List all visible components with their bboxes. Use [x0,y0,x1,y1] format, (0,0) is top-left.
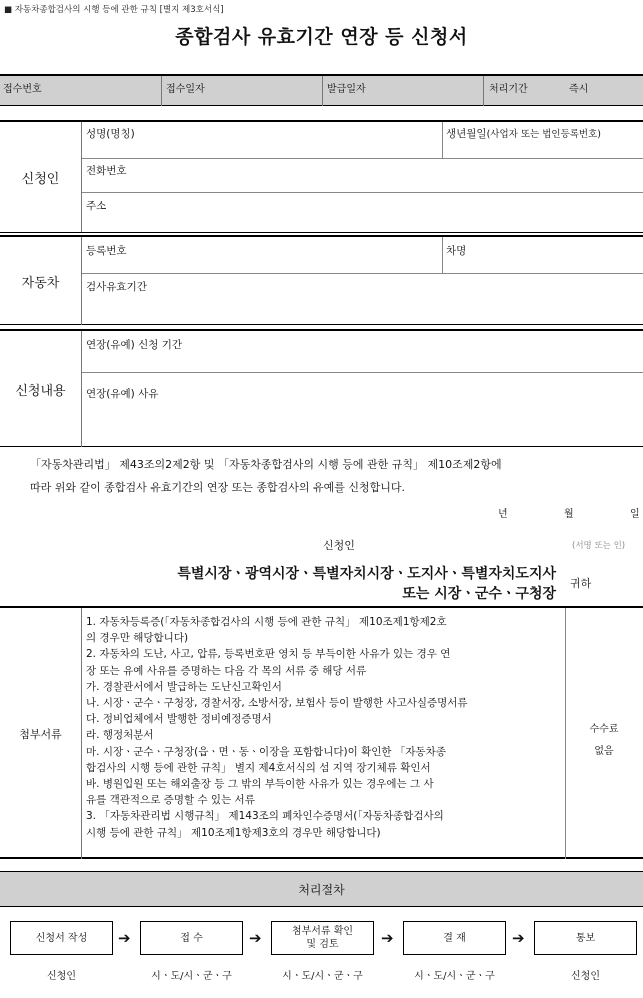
recipient-line-2: 또는 시장ㆍ군수ㆍ구청장 [402,586,556,602]
attachments-list [86,614,564,841]
processing-period-label: 처리기간 [489,84,528,95]
list-item: 3. 「자동차관리법 시행규칙」 제143조의 폐차인수증명서(「자동차종합검사의 [86,810,444,823]
fee-value: 없음 [594,746,614,757]
step-box-approval: 결 재 [403,921,506,955]
arrow-right-icon: ➔ [512,929,525,947]
step-actor-label: 시ㆍ도/시ㆍ군ㆍ구 [282,971,363,982]
phone-field[interactable]: 전화번호 [86,165,127,177]
step-box-receipt: 접 수 [140,921,243,955]
list-item: 바. 병원입원 또는 해외출장 등 그 밖의 부득이한 사유가 있는 경우에는 그 사 [86,778,434,791]
request-label: 신청내용 [0,331,82,447]
arrow-right-icon: ➔ [249,929,262,947]
applicant-signature-label: 신청인 [323,539,355,552]
address-field[interactable]: 주소 [86,200,107,212]
birth-date-note: (사업자 또는 법인등록번호) [486,129,601,140]
step-actor-label: 신청인 [571,971,600,982]
list-item: 다. 정비업체에서 발행한 정비예정증명서 [86,713,272,726]
attachments-label: 첨부서류 [0,608,82,859]
receipt-bar [0,74,643,106]
applicant-label: 신청인 [0,122,82,232]
request-period-field[interactable]: 연장(유예) 신청 기간 [86,339,183,351]
list-item: 가. 경찰관서에서 발급하는 도난신고확인서 [86,680,282,693]
declaration-line-1: 「자동차관리법」 제43조의2제2항 및 「자동차종합검사의 시행 등에 관한 규칙」 제10조제2항에 [30,458,502,471]
list-item: 라. 행정처분서 [86,729,154,742]
arrow-right-icon: ➔ [381,929,394,947]
processing-period-value: 즉시 [569,84,589,95]
list-item: 합검사의 시행 등에 관한 규칙」 별지 제4호서식의 섬 지역 장기체류 확인서 [86,761,431,774]
date-month-label[interactable]: 월 [564,509,574,520]
list-item: 2. 자동차의 도난, 사고, 압류, 등록번호판 영치 등 부득이한 사유가 있는 경우 연 [86,648,451,661]
date-day-label[interactable]: 일 [630,509,640,520]
birth-date-label: 생년월일 [446,128,487,140]
declaration-line-2: 따라 위와 같이 종합검사 유효기간의 연장 또는 종합검사의 유예를 신청합니다. [30,481,405,494]
inspection-validity-field[interactable]: 검사유효기간 [86,281,147,293]
list-item: 1. 자동차등록증(「자동차종합검사의 시행 등에 관한 규칙」 제10조제1항제2호 [86,616,447,628]
fee-label: 수수료 [589,724,619,735]
request-section [0,329,643,447]
applicant-section [0,120,643,233]
arrow-right-icon: ➔ [118,929,131,947]
list-item: 장 또는 유예 사유를 증명하는 다음 각 목의 서류 중 해당 서류 [86,664,367,677]
vehicle-label: 자동차 [0,237,82,325]
request-reason-field[interactable]: 연장(유예) 사유 [86,388,159,400]
process-title: 처리절차 [0,871,643,907]
attachments-section [0,606,643,859]
step-actor-label: 시ㆍ도/시ㆍ군ㆍ구 [151,971,232,982]
list-item: 유를 객관적으로 증명할 수 있는 서류 [86,794,255,807]
signature-field[interactable]: (서명 또는 인) [572,541,626,551]
issue-date-field[interactable]: 발급일자 [327,84,366,95]
registration-number-field[interactable]: 등록번호 [86,245,127,257]
step-box-notification: 통보 [534,921,637,955]
page-title: 종합검사 유효기간 연장 등 신청서 [175,26,468,48]
step-actor-label: 시ㆍ도/시ㆍ군ㆍ구 [414,971,495,982]
step-actor-label: 신청인 [47,971,76,982]
step-box-application: 신청서 작성 [10,921,113,955]
vehicle-model-field[interactable]: 차명 [446,245,467,257]
form-reference-note: ■ 자동차종합검사의 시행 등에 관한 규칙 [별지 제3호서식] [4,5,224,15]
receipt-number-field[interactable]: 접수번호 [3,84,42,95]
list-item: 시행 등에 관한 규칙」 제10조제1항제3호의 경우만 해당합니다) [86,826,381,839]
recipient-line-1: 특별시장ㆍ광역시장ㆍ특별자치시장ㆍ도지사ㆍ특별자치도지사 [177,566,556,582]
date-year-label[interactable]: 년 [498,509,508,520]
vehicle-section [0,235,643,325]
receipt-date-field[interactable]: 접수일자 [166,84,205,95]
birth-date-field[interactable] [446,126,601,141]
list-item: 나. 시장ㆍ군수ㆍ구청장, 경찰서장, 소방서장, 보험사 등이 발행한 사고사실증명서류 [86,697,468,710]
applicant-name-field[interactable]: 성명(명칭) [86,128,135,140]
step-box-review: 첨부서류 확인 및 검토 [271,921,374,955]
honorific: 귀하 [570,577,592,590]
list-item: 마. 시장ㆍ군수ㆍ구청장(읍ㆍ면ㆍ동ㆍ이장을 포함합니다)이 확인한 「자동차종 [86,745,446,758]
list-item: 의 경우만 해당합니다) [86,632,189,645]
